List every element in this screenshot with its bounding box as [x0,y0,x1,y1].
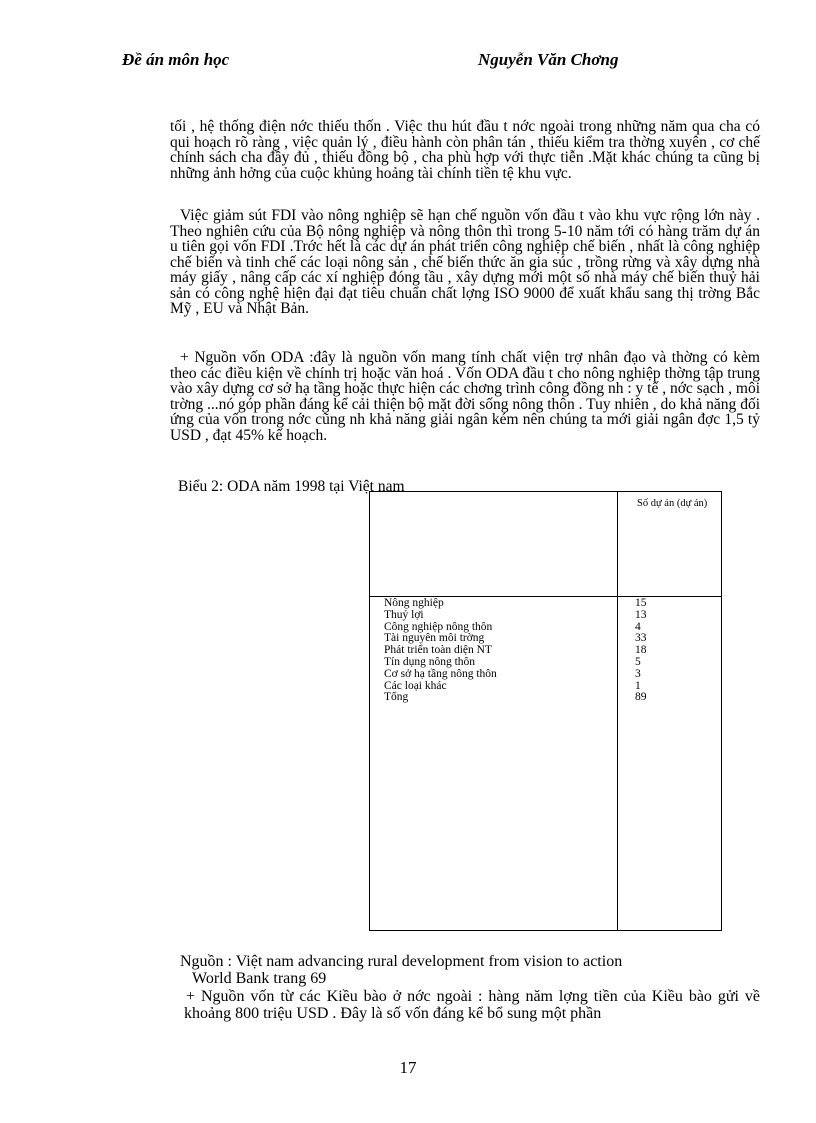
table-row-label: Tín dụng nông thôn [384,655,476,668]
table-row-label: Công nghiệp nông thôn [384,620,493,633]
table-row-value: 89 [635,691,647,704]
table-row-value: 5 [635,655,641,668]
table-row-label: Thuỷ lợi [384,608,424,621]
table-label-column [384,598,497,704]
table-row-value: 18 [635,644,647,657]
body-paragraph-3: + Nguồn vốn ODA :đây là nguồn vốn mang tính chất viện trợ nhân đạo và thờng có kèm theo các điều kiện về chính trị hoặc văn hoá . Vốn ODA đầu t cho nông nghiệp thờng tập trung vào xây dựng cơ sở hạ tầng hoặc thực hiện các chơng trình công đồng nh : y tế , nớc sạch , môi trờng ...nó góp phần đáng kể cải thiện bộ mặt đời sống nông thôn . Tuy nhiên , do khả năng đối ứng của vốn trong nớc cũng nh khả năng giải ngân kém nên chúng ta mới giải ngân đợc 1,5 tỷ USD , đạt 45% kế hoạch. [170,349,760,444]
table-row-label: Cơ sở hạ tầng nông thôn [384,667,497,680]
source-line-2: World Bank trang 69 [192,970,327,987]
table-row-value: 1 [635,679,641,692]
table-row-label: Phát triển toàn diện NT [384,644,492,657]
table-caption: Biểu 2: ODA năm 1998 tại Việt nam [178,478,405,495]
header-course-title: Đề án môn học [122,50,230,69]
table-row-value: 13 [635,608,647,621]
source-line-1: Nguồn : Việt nam advancing rural development from vision to action [180,953,623,970]
oda-table [369,491,722,931]
source-note [180,953,622,987]
table-value-column [635,598,647,704]
table-column-divider [617,491,618,931]
table-row-value: 33 [635,632,647,645]
table-row-value: 4 [635,620,641,633]
body-paragraph-4: + Nguồn vốn từ các Kiều bào ở nớc ngoài : hàng năm lợng tiền của Kiều bào gửi về khoảng 800 triệu USD . Đây là số vốn đáng kể bổ sung một phần [184,988,760,1022]
table-row-label: Tài nguyên môi trờng [384,632,485,645]
table-row-label: Các loại khác [384,679,447,692]
header-author-name: Nguyễn Văn Chơng [478,50,619,69]
body-paragraph-2: Việc giảm sút FDI vào nông nghiệp sẽ hạn chế nguồn vốn đầu t vào khu vực rộng lớn này . Theo nghiên cứu của Bộ nông nghiệp và nông thôn thì trong 5-10 năm tới có hàng trăm dự án u tiên gọi vốn FDI .Trớc hết là các dự án phát triển công nghiệp chế biến , nhất là công nghiệp chế biến và tinh chế các loại nông sản , chế biến thức ăn gia súc , trồng rừng và xây dựng nhà máy giấy , nâng cấp các xí nghiệp đóng tầu , xây dựng mới một số nhà máy chế biến thuỷ hải sản có công nghệ hiện đại đạt tiêu chuẩn chất lợng ISO 9000 để xuất khẩu sang thị trờng Bắc Mỹ , EU và Nhật Bản. [170,207,760,317]
table-row-label: Nông nghiệp [384,597,444,609]
page-number: 17 [399,1058,417,1077]
table-column-header: Số dự án (dự án) [637,498,708,509]
table-row-value: 15 [635,597,647,609]
table-row-value: 3 [635,667,641,680]
table-row-label: Tổng [384,691,409,704]
body-paragraph-1: tối , hệ thống điện nớc thiếu thốn . Việc thu hút đầu t nớc ngoài trong những năm qua cha có qui hoạch rõ ràng , việc quản lý , điều hành còn phân tán , thiếu kiểm tra thờng xuyên , cơ chế chính sách cha đầy đủ , thiếu đồng bộ , cha phù hợp với thực tiễn .Mặt khác chúng ta cũng bị những ảnh hởng của cuộc khủng hoảng tài chính tiền tệ khu vực. [170,118,760,182]
